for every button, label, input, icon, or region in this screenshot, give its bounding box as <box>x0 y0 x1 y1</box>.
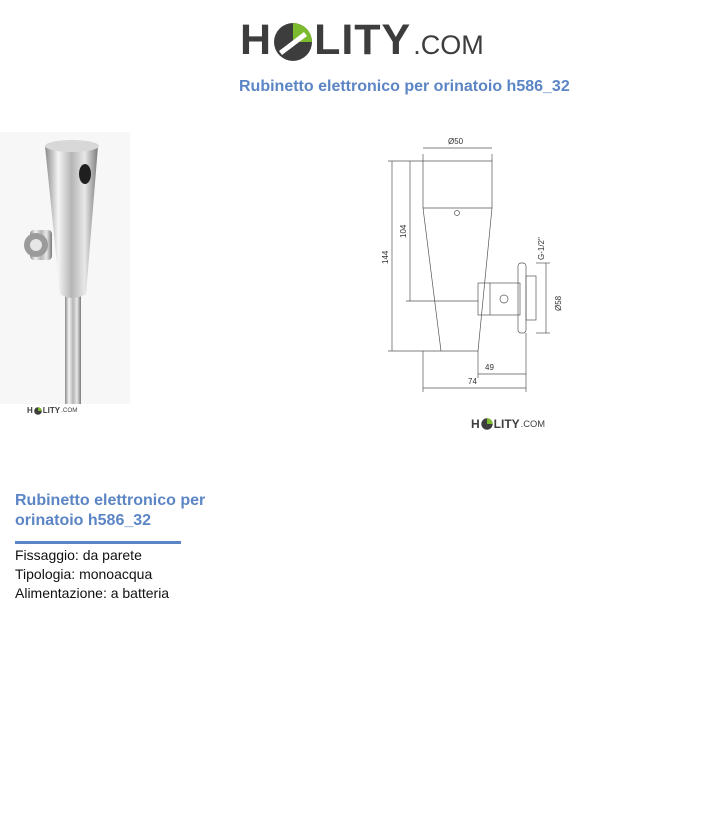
logo-text-com: .COM <box>413 29 484 60</box>
technical-drawing <box>368 126 578 396</box>
logo-text-h: H <box>27 406 33 415</box>
dim-thread-label: G-1/2" <box>537 237 546 260</box>
dim-width-label: Ø50 <box>448 137 464 146</box>
logo-o-icon <box>34 407 42 415</box>
dim-upper-height-label: 104 <box>399 224 408 238</box>
dim-depth-inner-label: 49 <box>485 363 494 372</box>
logo-text-lity: LITY <box>314 15 412 64</box>
spec-list <box>15 546 169 603</box>
logo-text-h: H <box>240 15 273 64</box>
heading-divider <box>15 541 181 544</box>
logo-o-icon <box>273 22 313 62</box>
brand-logo[interactable] <box>240 14 484 66</box>
dim-flange-label: Ø58 <box>554 295 563 311</box>
logo-text-lity: LITY <box>493 417 520 431</box>
spec-item: Tipologia: monoacqua <box>15 566 153 582</box>
drawing-brand-logo <box>471 417 545 431</box>
dim-depth-total-label: 74 <box>468 377 477 386</box>
product-photo <box>0 132 130 404</box>
logo-text-h: H <box>471 417 480 431</box>
logo-o-icon <box>481 418 493 430</box>
product-heading: Rubinetto elettronico per orinatoio h586_32 <box>15 492 206 529</box>
logo-text-com: .COM <box>61 407 78 414</box>
photo-brand-logo <box>27 406 77 415</box>
logo-text-lity: LITY <box>42 406 61 415</box>
logo-text-com: .COM <box>520 419 546 429</box>
spec-item: Alimentazione: a batteria <box>15 585 170 601</box>
page-title: Rubinetto elettronico per orinatoio h586_32 <box>239 78 570 95</box>
spec-item: Fissaggio: da parete <box>15 547 142 563</box>
dim-total-height-label: 144 <box>381 250 390 264</box>
